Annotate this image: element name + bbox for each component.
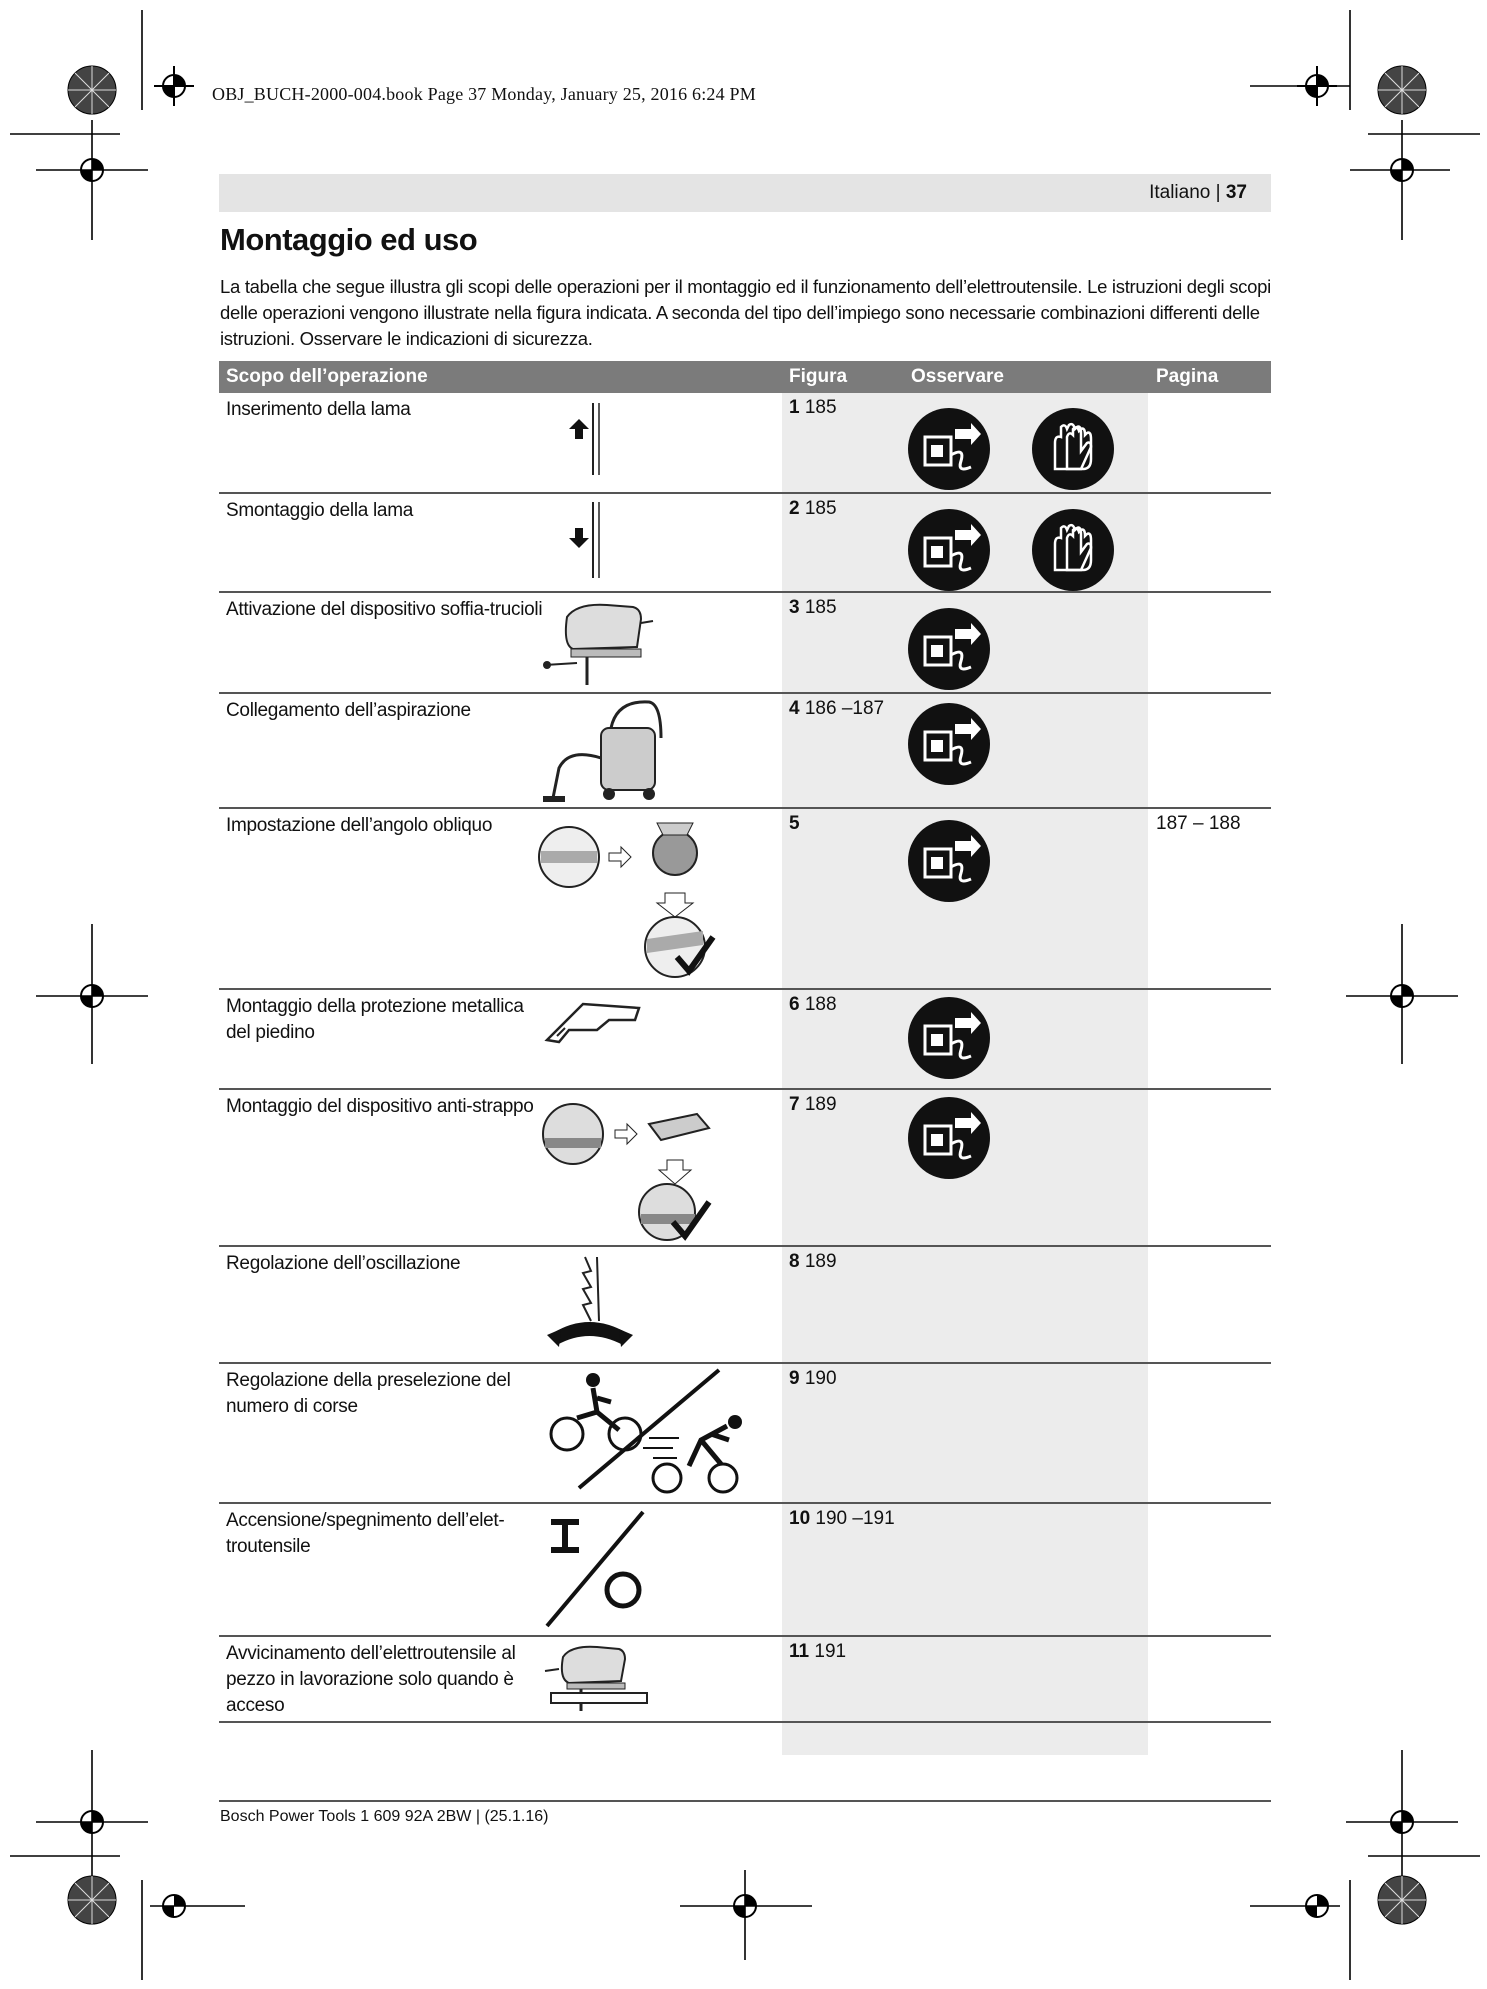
shoe-plate-icon	[543, 994, 643, 1054]
table-row	[219, 809, 1271, 990]
figure-ref: 4 186 –187	[789, 698, 885, 719]
unplug-icon	[907, 407, 991, 491]
table-header	[219, 361, 1271, 393]
print-header: OBJ_BUCH-2000-004.book Page 37 Monday, January 25, 2016 6:24 PM	[212, 84, 756, 104]
figure-ref: 5	[789, 813, 800, 834]
jigsaw-approach-icon	[541, 1641, 651, 1721]
header-scope: Scopo dell’operazione	[226, 366, 428, 387]
row-label: Collegamento dell’aspirazione	[226, 700, 471, 721]
unplug-icon	[907, 702, 991, 786]
figure-ref: 8 189	[789, 1251, 837, 1272]
footer: Bosch Power Tools 1 609 92A 2BW | (25.1.16)	[220, 1808, 549, 1825]
intro-paragraph: La tabella che segue illustra gli scopi delle operazioni per il montaggio ed il funzionamento dell’elettroutensile. Le istruzioni degli scopi delle operazioni vengono illustrate nella figura indicata. A seconda del tipo dell’impiego sono necessarie combinazioni differenti delle istruzioni. Osservare le indicazioni di sicurezza.	[220, 276, 1271, 349]
blade-insert-icon	[529, 397, 629, 487]
gloves-icon	[1031, 508, 1115, 592]
row-label: Inserimento della lama	[226, 399, 411, 420]
on-off-icon	[539, 1508, 659, 1632]
unplug-icon	[907, 508, 991, 592]
figure-ref: 2 185	[789, 498, 837, 519]
row-label: Regolazione della preselezione del numero di corse	[226, 1370, 511, 1417]
table-row	[219, 1247, 1271, 1364]
page-number: 37	[1225, 182, 1247, 203]
blade-remove-icon	[529, 498, 629, 588]
header-observe: Osservare	[911, 366, 1004, 387]
table-row	[219, 593, 1271, 694]
unplug-icon	[907, 996, 991, 1080]
running-head-language: Italiano	[1149, 182, 1211, 203]
running-head-band	[219, 174, 1271, 212]
table-row	[219, 1504, 1271, 1637]
row-label: Avvicinamento dell’elettroutensile al pezzo in lavorazione solo quando è acceso	[226, 1643, 516, 1716]
vacuum-cleaner-icon	[539, 698, 679, 806]
section-title: Montaggio ed uso	[220, 222, 478, 257]
orbital-action-icon	[539, 1251, 649, 1359]
figure-ref: 3 185	[789, 597, 837, 618]
figure-ref: 7 189	[789, 1094, 837, 1115]
table-row	[219, 1090, 1271, 1247]
table-row	[219, 1364, 1271, 1504]
row-label: Regolazione dell’oscillazione	[226, 1253, 461, 1274]
page-ref: 187 – 188	[1156, 813, 1241, 834]
figure-ref: 10 190 –191	[789, 1508, 895, 1529]
table-row	[219, 1637, 1271, 1723]
row-label: Montaggio della protezione metallica del piedino	[226, 996, 524, 1043]
figure-ref: 9 190	[789, 1368, 837, 1389]
table-row	[219, 494, 1271, 593]
unplug-icon	[907, 819, 991, 903]
figure-ref: 11 191	[789, 1641, 847, 1662]
anti-splinter-icon	[537, 1094, 717, 1242]
row-label: Montaggio del dispositivo anti-strappo	[226, 1096, 534, 1117]
row-label: Impostazione dell’angolo obliquo	[226, 815, 493, 836]
unplug-icon	[907, 1096, 991, 1180]
header-page: Pagina	[1156, 366, 1219, 387]
speed-bikes-icon	[539, 1368, 759, 1500]
footer-rule	[219, 1800, 1271, 1802]
table-row	[219, 393, 1271, 494]
table-row	[219, 990, 1271, 1090]
header-figure: Figura	[789, 366, 848, 387]
row-label: Smontaggio della lama	[226, 500, 413, 521]
bevel-angle-icon	[537, 813, 717, 985]
figure-ref: 1 185	[789, 397, 837, 418]
row-label: Accensione/spegnimento dell’elet-troutensile	[226, 1510, 505, 1557]
running-head	[1149, 182, 1271, 204]
unplug-icon	[907, 607, 991, 691]
running-head-separator: |	[1210, 182, 1226, 203]
operations-table	[219, 361, 1271, 1723]
jigsaw-blower-icon	[537, 597, 657, 689]
figure-ref: 6 188	[789, 994, 837, 1015]
table-row	[219, 694, 1271, 809]
gloves-icon	[1031, 407, 1115, 491]
row-label: Attivazione del dispositivo soffia-trucioli	[226, 599, 543, 620]
